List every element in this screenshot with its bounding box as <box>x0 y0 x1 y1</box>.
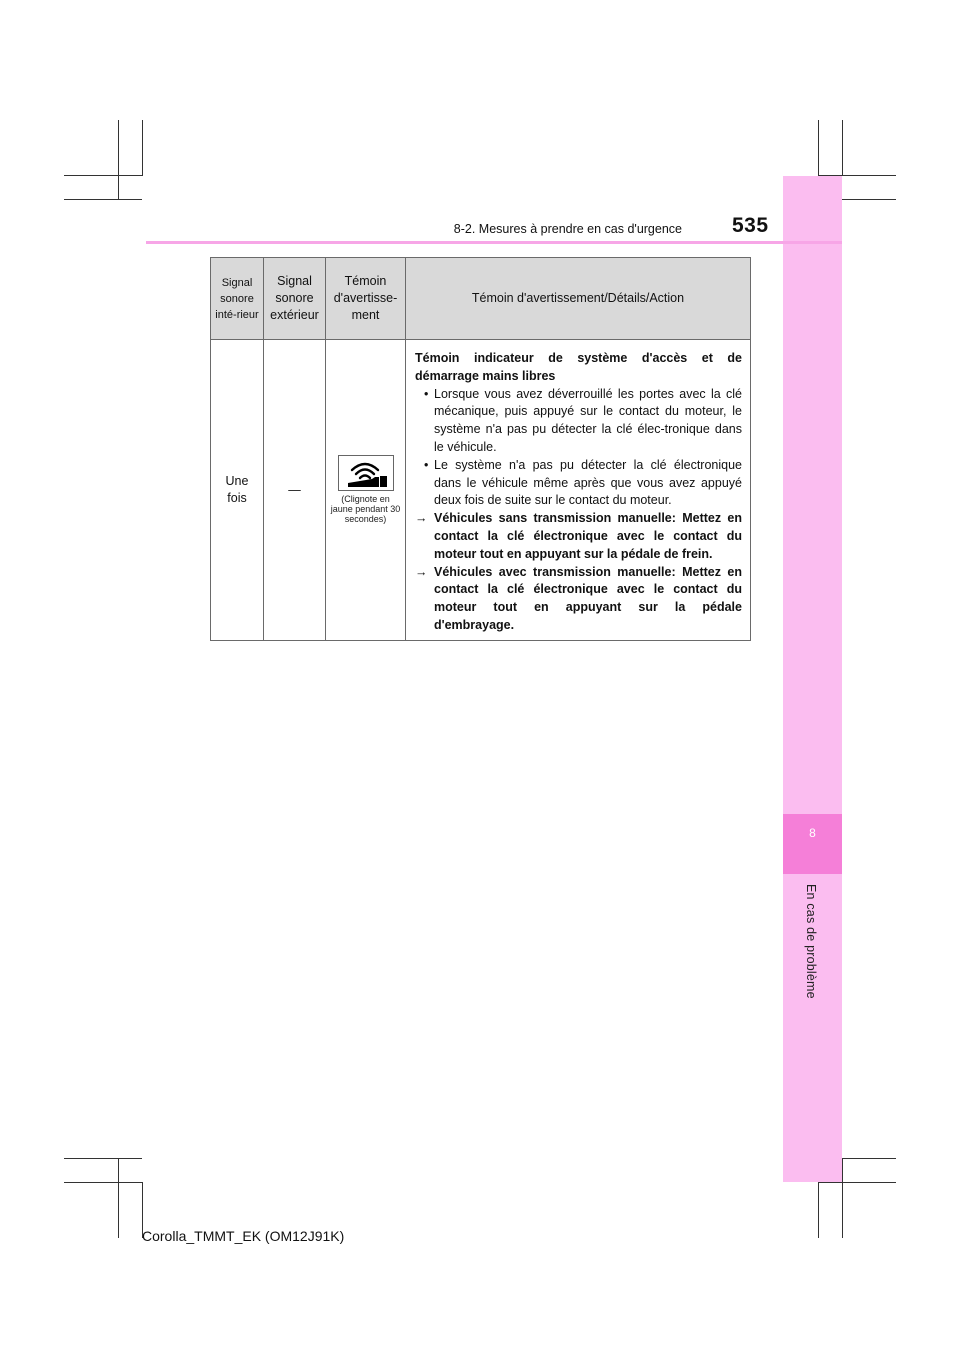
details-title: Témoin indicateur de système d'accès et de démarrage mains libres <box>415 351 742 383</box>
chapter-tab <box>783 814 842 874</box>
crop-mark <box>842 1158 896 1159</box>
crop-mark <box>118 1158 119 1238</box>
chapter-side-band <box>783 176 842 1182</box>
bullet-dot: • <box>424 386 429 401</box>
crop-mark <box>142 120 143 176</box>
header-details: Témoin d'avertissement/Détails/Action <box>406 258 751 340</box>
exterior-signal-cell: — <box>264 340 326 641</box>
crop-mark <box>118 120 119 200</box>
arrow-icon: → <box>415 564 428 579</box>
crop-mark <box>64 175 142 176</box>
document-id: Corolla_TMMT_EK (OM12J91K) <box>142 1228 345 1244</box>
crop-mark <box>64 1182 142 1183</box>
interior-signal-cell <box>211 340 264 641</box>
page-number: 535 <box>732 214 769 237</box>
crop-mark <box>818 1182 819 1238</box>
header-rule <box>146 241 842 244</box>
bullet-dot: • <box>424 457 429 472</box>
table-header-row <box>211 258 751 340</box>
action-text: Véhicules sans transmission manuelle: Mettez en contact la clé électronique avec le contact du moteur tout en appuyant sur la pédale de frein. <box>434 511 742 561</box>
icon-caption: (Clignote en jaune pendant 30 secondes) <box>330 494 401 525</box>
action-item <box>415 564 742 635</box>
detail-bullet <box>415 457 742 510</box>
header-warning-light: Témoin d'avertisse-ment <box>326 258 406 340</box>
table-row <box>211 340 751 641</box>
action-item <box>415 510 742 563</box>
interior-signal-value: Une fois <box>225 473 249 505</box>
arrow-icon: → <box>415 511 428 526</box>
smart-key-warning-icon <box>338 455 394 491</box>
crop-mark <box>64 1158 142 1159</box>
crop-mark <box>818 1182 896 1183</box>
header-exterior-signal: Signal sonore extérieur <box>264 258 326 340</box>
header-interior-signal: Signal sonore inté-rieur <box>211 258 264 340</box>
crop-mark <box>842 1158 843 1238</box>
detail-bullet-text: Lorsque vous avez déverrouillé les portes avec la clé mécanique, puis appuyé sur le contact du moteur, le système n'a pas pu détecter la clé élec-tronique dans le véhicule. <box>434 386 742 454</box>
chapter-number: 8 <box>809 826 816 840</box>
detail-bullet <box>415 386 742 457</box>
warning-table <box>210 257 751 641</box>
crop-mark <box>64 199 142 200</box>
warning-light-cell <box>326 340 406 641</box>
crop-mark <box>842 120 843 176</box>
details-cell <box>406 340 751 641</box>
action-text: Véhicules avec transmission manuelle: Mettez en contact la clé électronique avec le contact du moteur tout en appuyant sur la pédale d'embrayage. <box>434 564 742 632</box>
detail-bullet-text: Le système n'a pas pu détecter la clé électronique dans le véhicule même après que vous avez appuyé deux fois de suite sur le contact du moteur. <box>434 457 742 508</box>
chapter-title: En cas de problème <box>804 884 818 999</box>
section-title: 8-2. Mesures à prendre en cas d'urgence <box>453 222 682 236</box>
